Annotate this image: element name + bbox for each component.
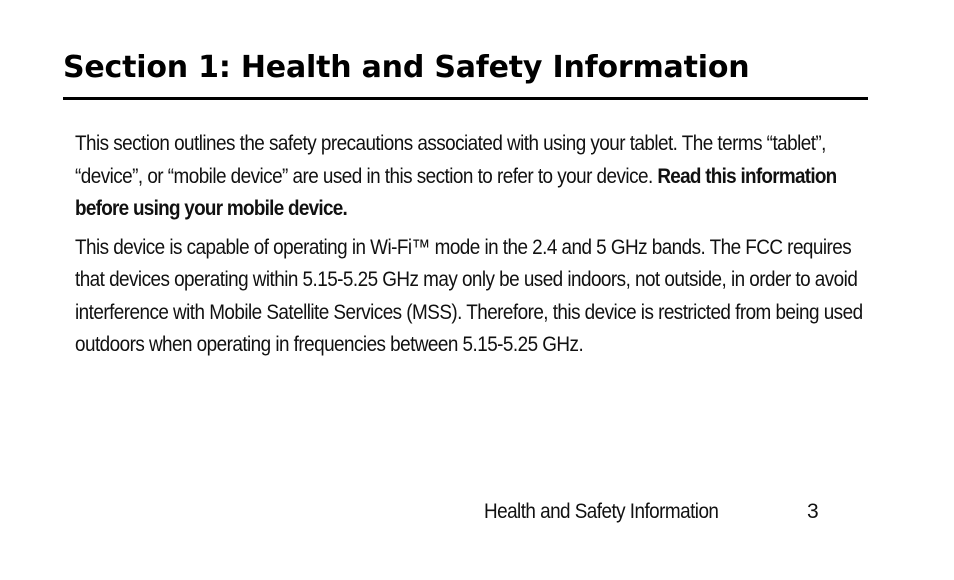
footer-section-title: Health and Safety Information: [484, 500, 719, 523]
body-text: [75, 128, 875, 362]
intro-paragraph-text: This section outlines the safety precautions associated with using your tablet. The terms “tablet”, “device”, or “mobile device” are used in this section to refer to your device.: [75, 132, 826, 188]
wifi-paragraph: This device is capable of operating in Wi-Fi™ mode in the 2.4 and 5 GHz bands. The FCC requires that devices operating within 5.15-5.25 GHz may only be used indoors, not outside, in order to avoid interference with Mobile Satellite Services (MSS). Therefore, this device is restricted from being used outdoors when operating in frequencies between 5.15-5.25 GHz.: [75, 235, 863, 356]
intro-paragraph: [75, 128, 867, 226]
page-footer: [484, 498, 819, 526]
heading-rule: [63, 97, 868, 100]
page-number: 3: [807, 500, 819, 523]
section-heading: Section 1: Health and Safety Information: [63, 50, 750, 85]
intro-paragraph-emphasis: Read this information before using your mobile device.: [75, 164, 837, 220]
